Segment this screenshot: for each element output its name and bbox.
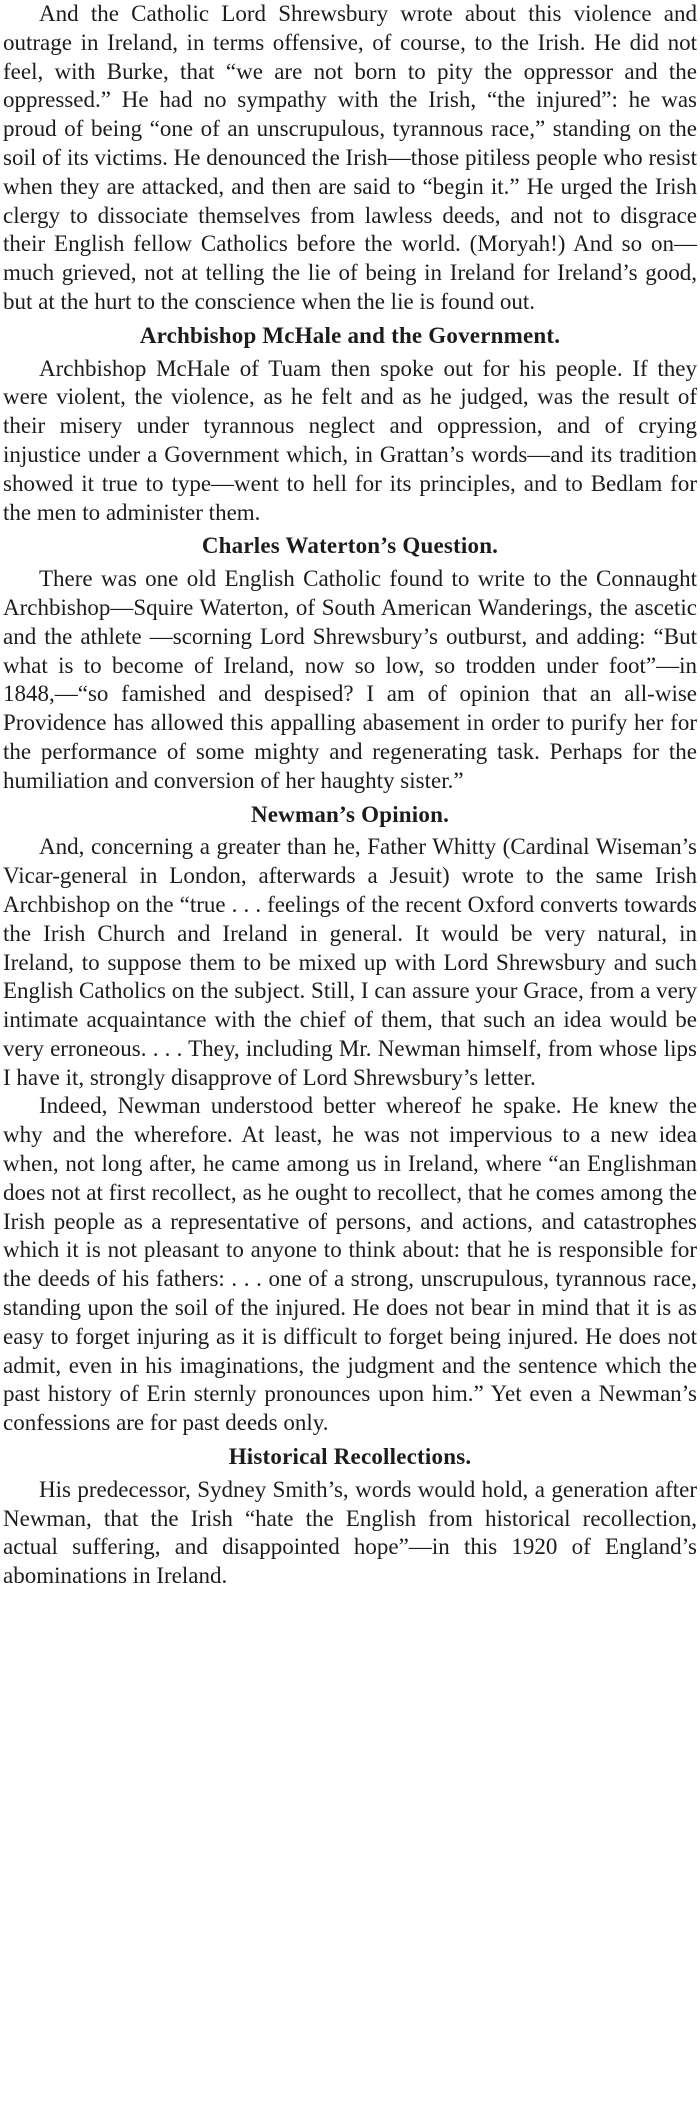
section-heading-mchale: Archbishop McHale and the Government. (139, 322, 561, 348)
section-heading-historical: Historical Recollections. (228, 1444, 472, 1470)
newman-paragraph-1: And, concerning a greater than he, Father Whitty (Cardinal Wiseman’s Vicar-general in London, afterwards a Jesuit) wrote to the same Irish Archbishop on the “true . . . feelings of the recent Oxford converts towards the Irish Church and Ireland in general. It would be very natural, in Ireland, to suppose them to be mixed up with Lord Shrewsbury and such English Catholics on the subject. Still, I can assure your Grace, from a very intimate acquaintance with the chief of them, that such an idea would be very erroneous. . . . They, including Mr. Newman himself, from whose lips I have it, strongly disapprove of Lord Shrewsbury’s letter. (3, 834, 697, 1090)
intro-paragraph: And the Catholic Lord Shrewsbury wrote about this violence and outrage in Ireland, in terms offensive, of course, to the Irish. He did not feel, with Burke, that “we are not born to pity the oppressor and the oppressed.” He had no sympathy with the Irish, “the injured”: he was proud of being “one of an unscrupulous, tyrannous race,” standing on the soil of its victims. He denounced the Irish—those pitiless people who resist when they are attacked, and then are said to “begin it.” He urged the Irish clergy to dissociate themselves from lawless deeds, and not to disgrace their English fellow Catholics before the world. (Moryah!) And so on—much grieved, not at telling the lie of being in Ireland for Ireland’s good, but at the hurt to the conscience when the lie is found out. (3, 1, 697, 314)
section-heading-waterton: Charles Waterton’s Question. (201, 533, 499, 559)
article-page (3, 0, 697, 1591)
mchale-paragraph: Archbishop McHale of Tuam then spoke out for his people. If they were violent, the violence, as he felt and as he judged, was the result of their misery under tyrannous neglect and oppression, and of crying injustice under a Government which, in Grattan’s words—and its tradition showed it true to type—went to hell for its principles, and to Bedlam for the men to administer them. (3, 355, 697, 525)
section-heading-newman: Newman’s Opinion. (250, 801, 450, 827)
historical-paragraph: His predecessor, Sydney Smith’s, words would hold, a generation after Newman, that the Irish “hate the English from historical recollection, actual suffering, and disappointed hope”—in this 1920 of England’s abominations in Ireland. (3, 1476, 697, 1589)
waterton-paragraph: There was one old English Catholic found to write to the Connaught Archbishop—Squire Waterton, of South American Wanderings, the ascetic and the athlete —scorning Lord Shrewsbury’s outburst, and adding: “But what is to become of Ireland, now so low, so trodden under foot”—in 1848,—“so famished and despised? I am of opinion that an all-wise Providence has allowed this appalling abasement in order to purify her for the performance of some mighty and regenerating task. Perhaps for the humiliation and conversion of her haughty sister.” (3, 566, 697, 793)
newman-paragraph-2: Indeed, Newman understood better whereof he spake. He knew the why and the wherefore. At least, he was not impervious to a new idea when, not long after, he came among us in Ireland, where “an Englishman does not at first recollect, as he ought to recollect, that he comes among the Irish people as a representative of persons, and actions, and catastrophes which it is not pleasant to anyone to think about: that he is responsible for the deeds of his fathers: . . . one of a strong, unscrupulous, tyrannous race, standing upon the soil of the injured. He does not bear in mind that it is as easy to forget injuring as it is difficult to forget being injured. He does not admit, even in his imaginations, the judgment and the sentence which the past history of Erin sternly pronounces upon him.” Yet even a Newman’s confessions are for past deeds only. (3, 1093, 697, 1436)
